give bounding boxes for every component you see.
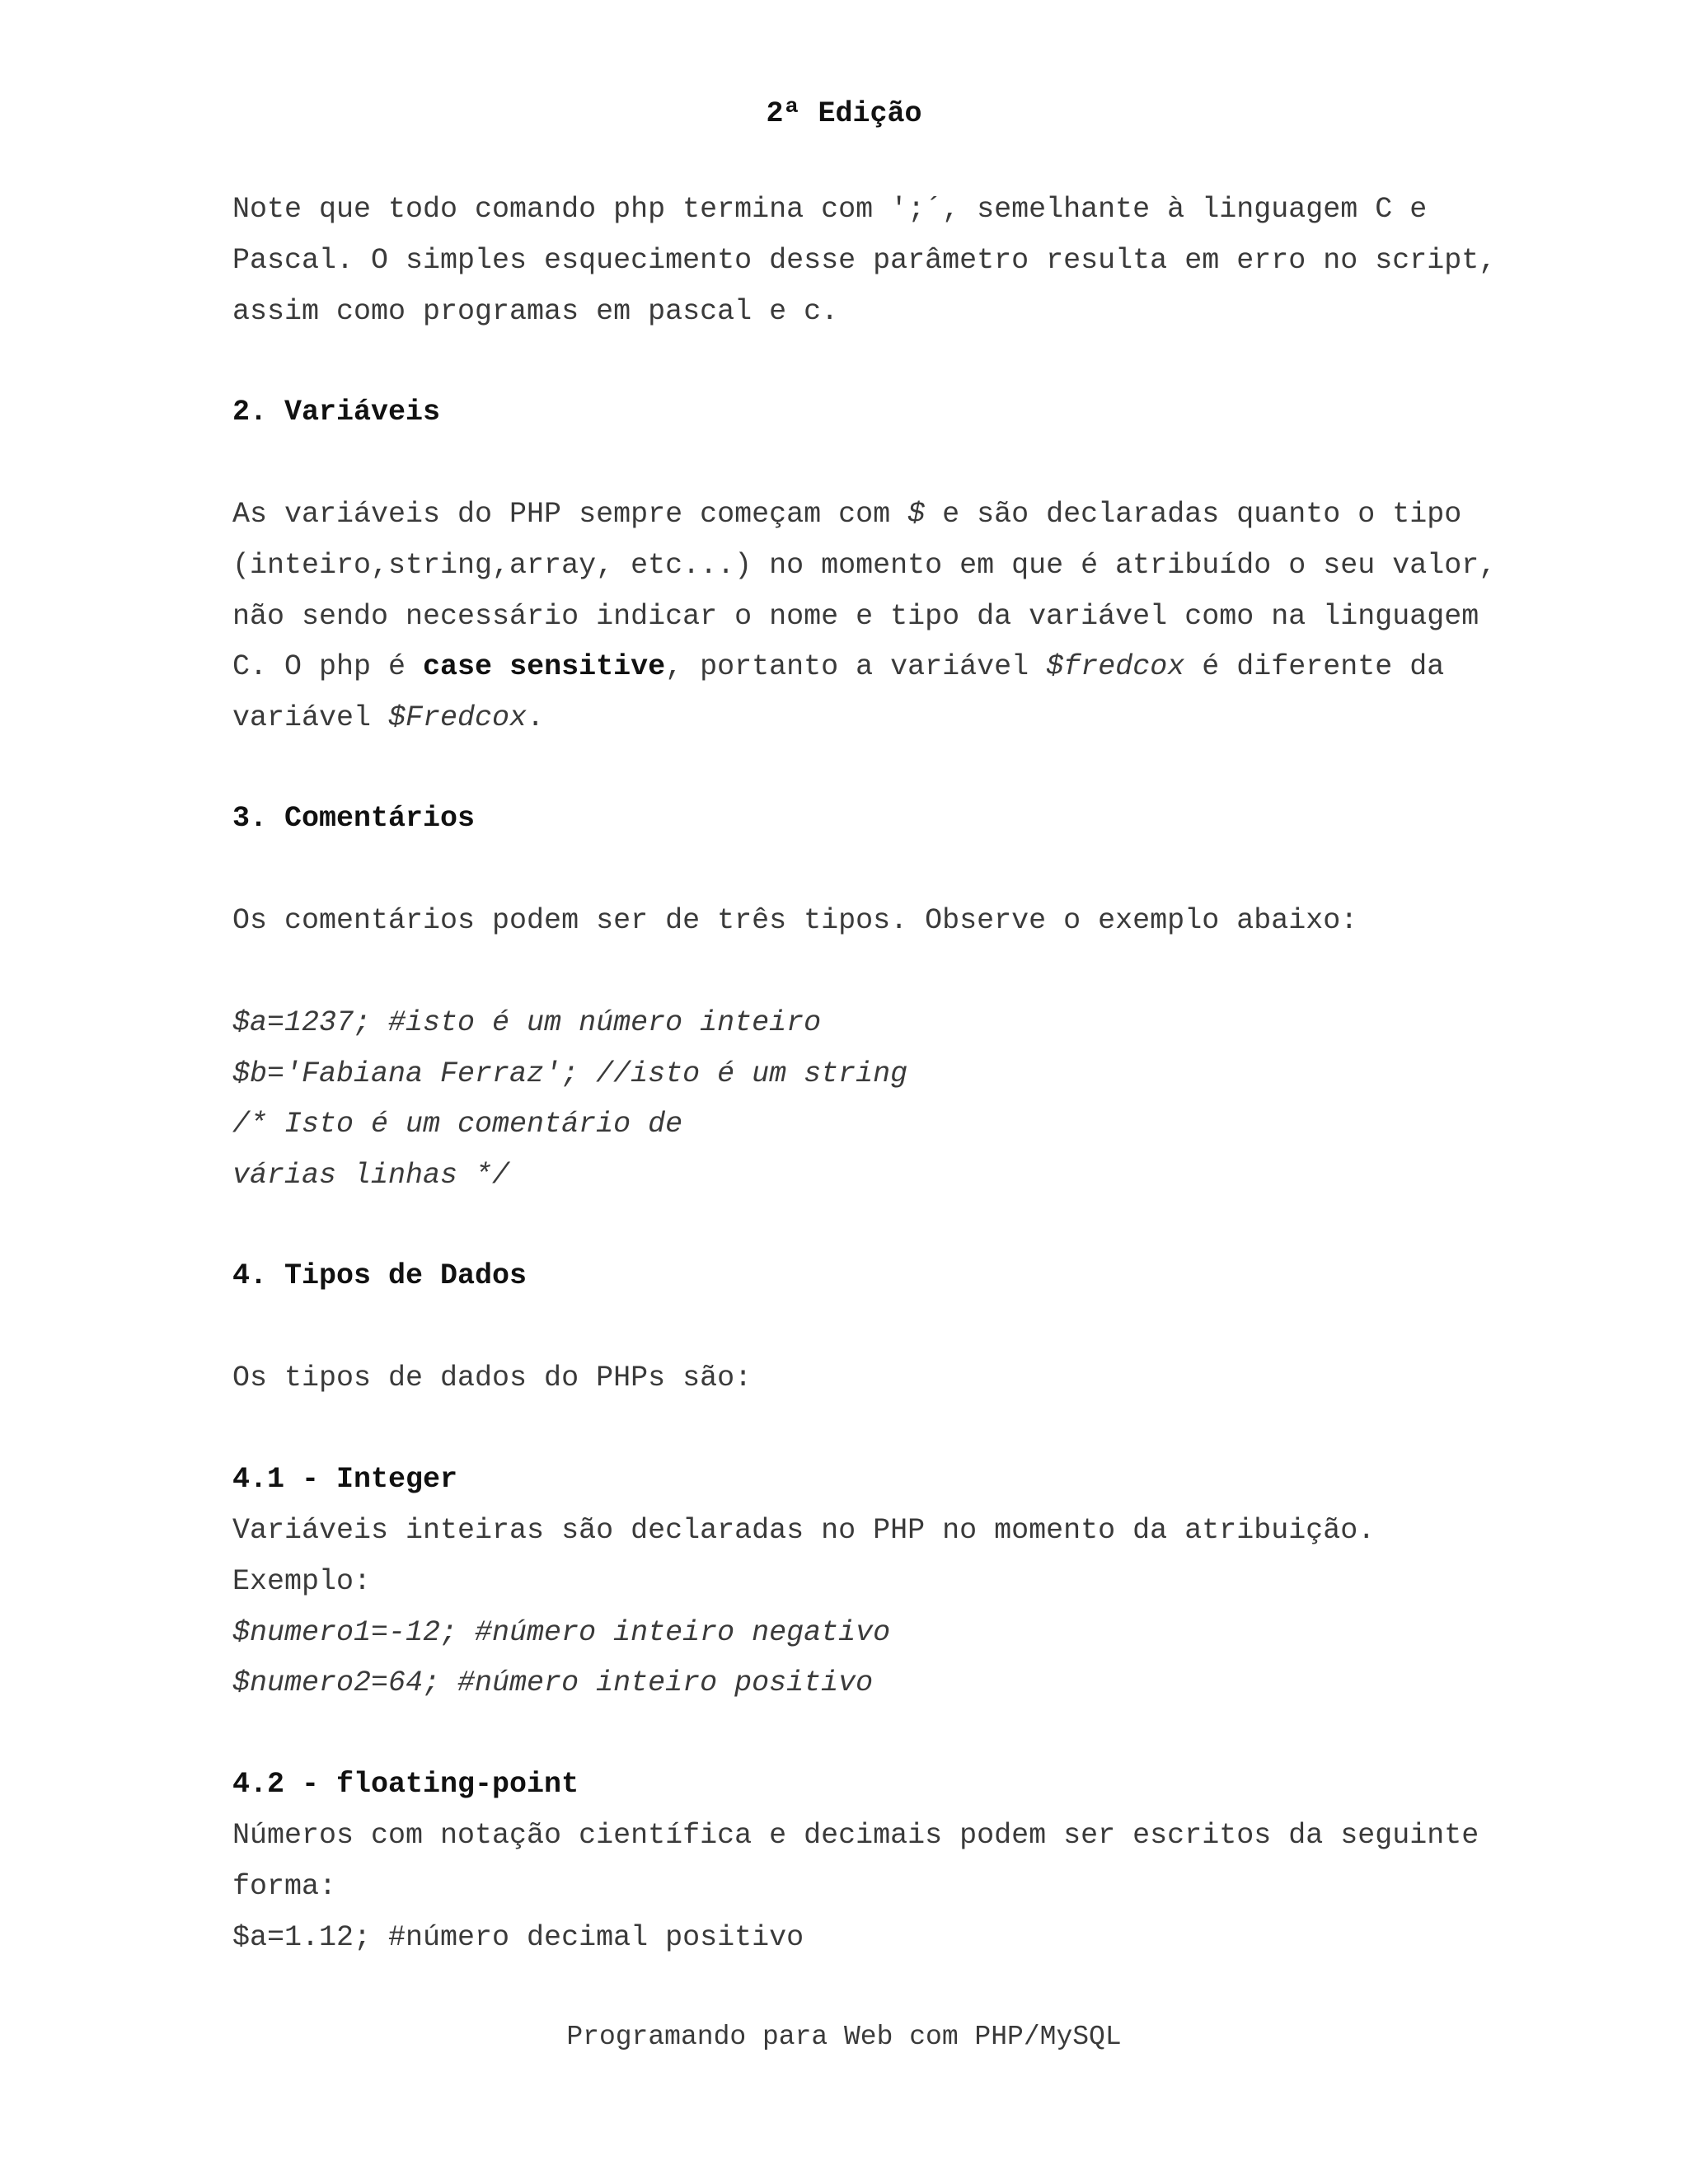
intro-line-2: Pascal. O simples esquecimento desse parâmetro resulta em erro no script, [232,244,1497,277]
text-span: é diferente da [1184,650,1445,683]
code-line-3: /* Isto é um comentário de [232,1108,683,1141]
text-span: . [527,701,545,734]
subsection-4-1-code-2: $numero2=64; #número inteiro positivo [232,1666,874,1699]
subsection-4-2-heading: 4.2 - floating-point [232,1768,579,1801]
section-2-line-3: não sendo necessário indicar o nome e tipo da variável como na linguagem [232,600,1479,633]
text-span: e são declaradas quanto o tipo [925,498,1462,531]
variable-Fredcox: $Fredcox [388,701,528,734]
subsection-4-1-heading: 4.1 - Integer [232,1463,458,1496]
subsection-4-2-line-3: $a=1.12; #número decimal positivo [232,1921,804,1954]
text-span: C. O php é [232,650,424,683]
section-2-line-2: (inteiro,string,array, etc...) no momento em que é atribuído o seu valor, [232,549,1497,582]
page-footer: Programando para Web com PHP/MySQL [566,2022,1122,2052]
subsection-4-2-line-2: forma: [232,1870,337,1903]
section-4-heading: 4. Tipos de Dados [232,1259,528,1292]
section-2-line-1 [232,489,1461,540]
section-2-heading: 2. Variáveis [232,396,441,429]
text-span: variável [232,701,389,734]
section-4-intro: Os tipos de dados do PHPs são: [232,1361,753,1394]
text-span: , portanto a variável [665,650,1047,683]
edition-header: 2ª Edição [766,97,922,130]
code-line-2: $b='Fabiana Ferraz'; //isto é um string [232,1057,908,1090]
intro-line-3: assim como programas em pascal e c. [232,295,839,328]
section-3-intro: Os comentários podem ser de três tipos. Observe o exemplo abaixo: [232,904,1358,937]
section-2-line-4 [232,641,1444,692]
code-line-4: várias linhas */ [232,1159,510,1192]
intro-line-1: Note que todo comando php termina com ';´, semelhante à linguagem C e [232,193,1428,226]
subsection-4-2-line-1: Números com notação científica e decimais podem ser escritos da seguinte [232,1819,1479,1852]
subsection-4-1-line-1: Variáveis inteiras são declaradas no PHP no momento da atribuição. [232,1514,1376,1547]
text-span: As variáveis do PHP sempre começam com [232,498,908,531]
section-2-line-5 [232,692,544,743]
dollar-sign: $ [907,498,926,531]
section-3-heading: 3. Comentários [232,802,476,835]
variable-fredcox: $fredcox [1046,650,1185,683]
emphasis-case-sensitive: case sensitive [423,650,666,683]
subsection-4-1-code-1: $numero1=-12; #número inteiro negativo [232,1616,891,1649]
subsection-4-1-line-2: Exemplo: [232,1565,372,1598]
code-line-1: $a=1237; #isto é um número inteiro [232,1006,822,1039]
